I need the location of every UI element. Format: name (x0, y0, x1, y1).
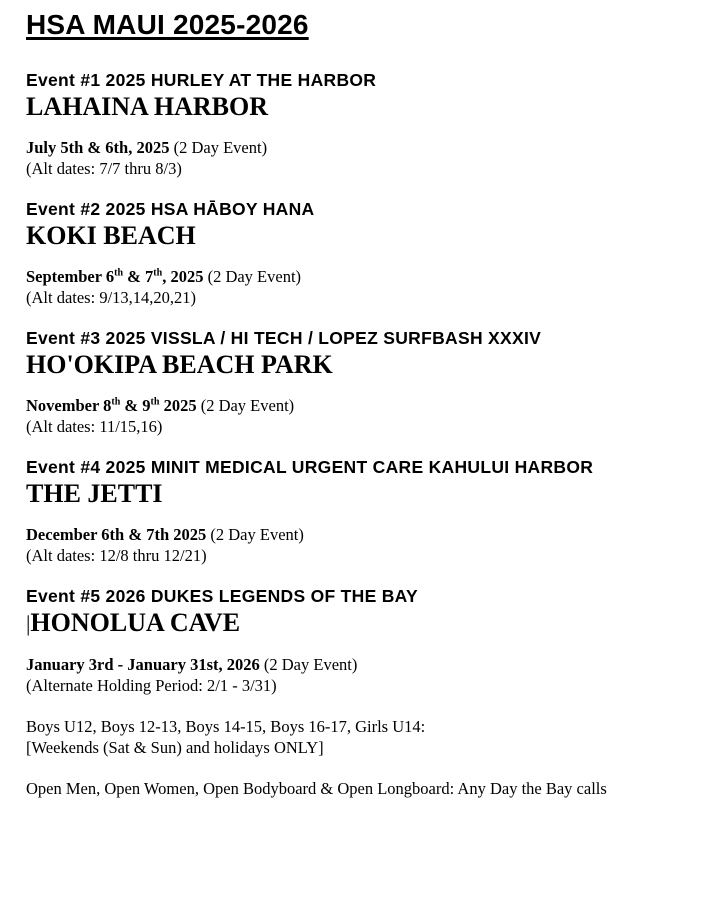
event-3 (26, 328, 706, 437)
event-duration: (2 Day Event) (169, 138, 268, 157)
event-alt-dates: (Alt dates: 11/15,16) (26, 417, 163, 436)
event-date: July 5th & 6th, 2025 (26, 138, 170, 157)
document-page (26, 8, 706, 799)
date-text: & 9 (120, 396, 151, 415)
event-duration: (2 Day Event) (203, 267, 302, 286)
event-4 (26, 457, 706, 566)
event-dates (26, 395, 706, 416)
date-suffix: th (153, 267, 163, 279)
event-duration: (2 Day Event) (206, 525, 304, 544)
date-text: & 7 (123, 267, 154, 286)
event-duration: (2 Day Event) (259, 655, 358, 674)
division-notes (26, 716, 706, 799)
event-date (26, 396, 197, 415)
event-5 (26, 586, 706, 696)
weekends-line: [Weekends (Sat & Sun) and holidays ONLY] (26, 738, 324, 757)
event-venue: THE JETTI (26, 479, 163, 508)
event-date: December 6th & 7th 2025 (26, 525, 207, 544)
event-alt-dates: (Alt dates: 12/8 thru 12/21) (26, 546, 207, 565)
event-dates (26, 524, 706, 545)
event-alt-dates: (Alternate Holding Period: 2/1 - 3/31) (26, 676, 277, 695)
event-dates (26, 654, 706, 675)
event-venue (26, 607, 706, 640)
event-alt-dates: (Alt dates: 7/7 thru 8/3) (26, 159, 182, 178)
event-duration: (2 Day Event) (196, 396, 295, 415)
divisions-line: Boys U12, Boys 12-13, Boys 14-15, Boys 16-17, Girls U14: (26, 717, 426, 736)
event-2 (26, 199, 706, 308)
event-date: January 3rd - January 31st, 2026 (26, 655, 260, 674)
event-heading: Event #2 2025 HSA HĀBOY HANA (26, 199, 315, 219)
event-venue: LAHAINA HARBOR (26, 92, 268, 121)
date-suffix: th (150, 396, 160, 408)
date-suffix: th (111, 396, 121, 408)
venue-text: HONOLUA CAVE (30, 608, 241, 637)
date-text: November 8 (26, 396, 112, 415)
open-divisions-line: Open Men, Open Women, Open Bodyboard & Open Longboard: Any Day the Bay calls (26, 779, 607, 798)
event-heading: Event #3 2025 VISSLA / HI TECH / LOPEZ SURFBASH XXXIV (26, 328, 542, 348)
date-suffix: th (114, 267, 124, 279)
event-dates (26, 137, 706, 158)
event-date (26, 267, 203, 286)
document-title: HSA MAUI 2025-2026 (26, 9, 309, 40)
event-venue: KOKI BEACH (26, 221, 196, 250)
event-venue: HO'OKIPA BEACH PARK (26, 350, 333, 379)
event-heading: Event #5 2026 DUKES LEGENDS OF THE BAY (26, 586, 418, 606)
date-text: September 6 (26, 267, 115, 286)
venue-prefix-mark: | (26, 611, 31, 636)
event-heading: Event #1 2025 HURLEY AT THE HARBOR (26, 70, 377, 90)
date-text: , 2025 (162, 267, 204, 286)
date-text: 2025 (159, 396, 197, 415)
event-dates (26, 266, 706, 287)
event-1 (26, 70, 706, 179)
event-heading: Event #4 2025 MINIT MEDICAL URGENT CARE KAHULUI HARBOR (26, 457, 594, 477)
event-alt-dates: (Alt dates: 9/13,14,20,21) (26, 288, 197, 307)
